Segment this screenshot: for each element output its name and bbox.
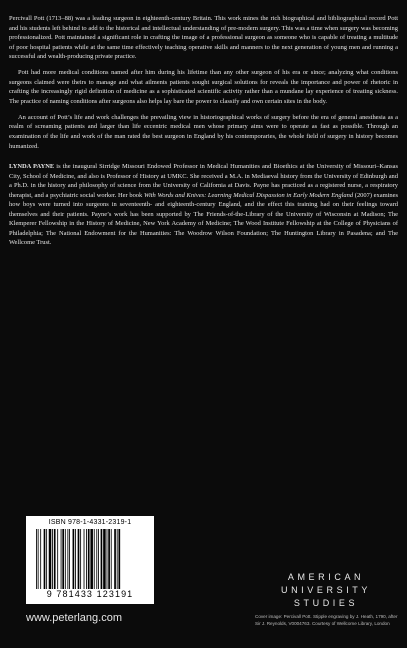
- bio-text-1: is the inaugural Sirridge Missouri Endowed Professor in Medical Humanities and Bioethics at the University of Missouri–Kansas City, School of Medicine, and also is Professor of History at UMKC. She received a M.A. in Mediaeval history from the University of Edinburgh and a Ph.D. in the history and philosophy of science from the University of California at Davis. Payne has practiced as a registered nurse, a respiratory therapist, and a psychiatric social worker. Her book: [9, 163, 399, 199]
- paragraph-1: Percivall Pott (1713–88) was a leading surgeon in eighteenth-century Britain. This work mines the rich biographical and bibliographical record Pott and his students left behind to add to the historical and intellectual understanding of pre-modern surgery. This was a time when surgery was becoming professionalized. Pott maintained a significant role in crafting the image of a professional surgeon as someone who is capable of treating a multitude of poor hospital patients while at the same time effectively teaching operative skills and manners to the next generation of young men and running a successful and wealth-producing private practice.: [9, 15, 398, 61]
- series-word-1: AMERICAN: [287, 572, 365, 582]
- blurb: [9, 14, 398, 255]
- series-word-2: UNIVERSITY: [280, 585, 371, 595]
- bio-text-2: (2007) examines how boys were turned into surgeons in seventeenth- and eighteenth-century England, and the effect this training had on their feelings toward themselves and their patients. Payne’s work has been supported by The Friends-of-the-Library of the University of Wisconsin at Madison; The Klemperer Fellowship in the History of Medicine, New York Academy of Medicine; The Wood Institute Fellowship at the College of Physicians of Philadelphia; The National Endowment for the Humanities: The Woodrow Wilson Foundation; The Huntington Library in Pasadena; and The Wellcome Trust.: [9, 191, 398, 247]
- book-title: With Words and Knives: Learning Medical Dispassion in Early Modern England: [143, 191, 354, 199]
- paragraph-3: An account of Pott’s life and work challenges the prevailing view in historiographical works of surgery before the era of general anesthesia as a realm of screaming patients and larger than life eccentric medical men whose primary aims were to operate as fast as possible. Through an examination of the life and work of the man rated the best surgeon in England by his contemporaries, the whole field of surgery in history becomes humanized.: [9, 113, 398, 150]
- series-logo: [251, 571, 401, 610]
- cover-credit: Cover image: Percivall Pott. Stipple engraving by J. Heath, 1790, after Sir J. Reynolds, V0004763. Courtesy of Wellcome Library, London: [255, 614, 398, 626]
- isbn-barcode: [26, 516, 154, 604]
- author-bio: [9, 162, 398, 248]
- isbn-digits: 9 781433 123191: [46, 589, 134, 599]
- publisher-website: www.peterlang.com: [26, 612, 122, 624]
- author-name: LYNDA PAYNE: [9, 163, 55, 171]
- paragraph-2: Pott had more medical conditions named after him during his lifetime than any other surgeon of his era or since; analyzing what conditions surgeons claimed were theirs to manage and what ailments patients sought surgical solutions for reveals the importance and power of rhetoric in crafting the increasingly rigid definition of medicine as a sophisticated scientific activity rather than a mundane lay experience of treating sickness. The practice of naming conditions after surgeons also helps lay bare the power to classify and own certain sites in the body.: [9, 69, 398, 105]
- series-word-3: STUDIES: [293, 598, 359, 608]
- barcode-bars: [36, 529, 148, 589]
- isbn-label: ISBN 978-1-4331-2319-1: [48, 519, 132, 526]
